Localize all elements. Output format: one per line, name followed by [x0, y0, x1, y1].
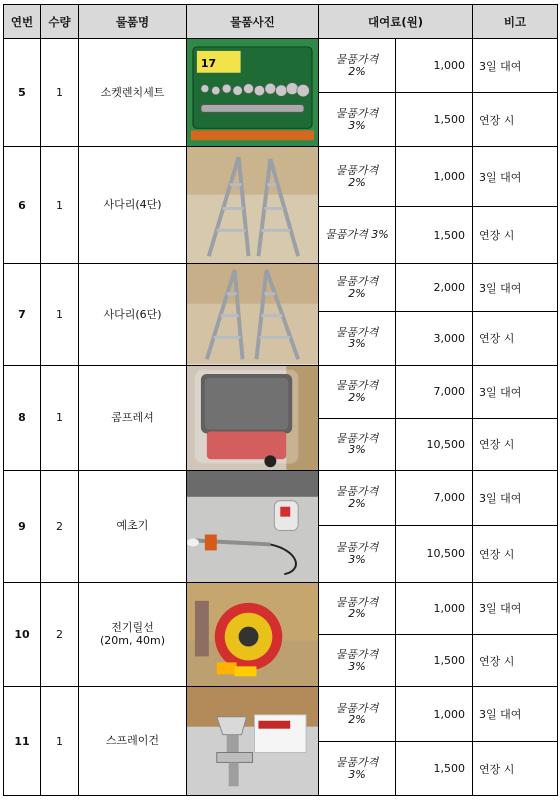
price-rate-line: 물품가격 — [335, 485, 379, 499]
remark: 연장 시 — [473, 93, 558, 147]
price-rate-line: 물품가격 — [335, 325, 379, 339]
item-number: 6 — [4, 147, 41, 264]
price-rate-line: 물품가격 — [335, 647, 379, 661]
price-rate-line: 2% — [348, 607, 366, 621]
rental-fee: 1,500 — [396, 93, 473, 147]
remark: 연장 시 — [473, 418, 558, 470]
table-row — [4, 470, 558, 525]
rental-fee: 10,500 — [396, 525, 473, 582]
price-rate-line: 물품가격 — [335, 756, 379, 770]
rental-fee: 1,500 — [396, 207, 473, 264]
price-rate — [319, 418, 396, 470]
price-rate-line: 3% — [348, 767, 366, 781]
rental-fee: 1,500 — [396, 634, 473, 686]
item-name — [79, 582, 187, 686]
price-rate-line: 2% — [348, 496, 366, 510]
table-row — [4, 582, 558, 634]
item-name — [79, 39, 187, 147]
rental-items-table — [3, 4, 558, 796]
rental-fee: 1,000 — [396, 147, 473, 207]
item-name — [79, 365, 187, 470]
item-photo-image — [187, 583, 318, 686]
remark: 3일 대여 — [473, 365, 558, 418]
price-rate-line: 물품가격 — [335, 379, 379, 393]
remark: 연장 시 — [473, 742, 558, 796]
remark: 3일 대여 — [473, 687, 558, 742]
item-name-sub: (20m, 40m) — [99, 634, 165, 648]
item-number: 9 — [4, 470, 41, 582]
rental-fee: 1,500 — [396, 742, 473, 796]
item-name — [79, 470, 187, 582]
price-rate — [319, 39, 396, 93]
price-rate — [319, 742, 396, 796]
rental-fee: 7,000 — [396, 365, 473, 418]
col-header-qty: 수량 — [41, 5, 79, 39]
item-photo-image — [187, 687, 318, 795]
item-quantity: 1 — [41, 147, 79, 264]
item-name-text: 콤프레셔 — [111, 410, 154, 424]
item-number: 7 — [4, 264, 41, 365]
table-row — [4, 147, 558, 207]
price-rate — [319, 93, 396, 147]
item-quantity: 1 — [41, 365, 79, 470]
item-quantity: 1 — [41, 264, 79, 365]
price-rate-line: 물품가격 — [335, 164, 379, 178]
price-rate — [319, 312, 396, 365]
rental-fee: 3,000 — [396, 312, 473, 365]
price-rate-line: 물품가격 — [335, 107, 379, 121]
price-rate — [319, 264, 396, 312]
price-rate — [319, 207, 396, 264]
remark: 연장 시 — [473, 207, 558, 264]
remark: 3일 대여 — [473, 582, 558, 634]
cable-reel-photo — [187, 582, 319, 686]
item-photo-image — [187, 39, 318, 146]
item-name-text: 스프레이건 — [105, 734, 160, 748]
col-header-fee: 대여료(원) — [319, 5, 473, 39]
col-header-note: 비고 — [473, 5, 558, 39]
price-rate — [319, 365, 396, 418]
item-name-text: 사다리(4단) — [103, 198, 162, 212]
ladder-6-step-photo — [187, 264, 319, 365]
ladder-4-step-photo — [187, 147, 319, 264]
price-rate-line: 물품가격 — [335, 275, 379, 289]
price-rate — [319, 687, 396, 742]
item-number: 5 — [4, 39, 41, 147]
price-rate-line: 물품가격 — [335, 52, 379, 66]
price-rate-line: 물품가격 — [335, 431, 379, 445]
price-rate-line: 3% — [348, 337, 366, 351]
remark: 3일 대여 — [473, 470, 558, 525]
price-rate-line: 2% — [348, 390, 366, 404]
rental-fee: 2,000 — [396, 264, 473, 312]
item-name — [79, 687, 187, 796]
item-number: 10 — [4, 582, 41, 686]
price-rate-line: 물품가격 — [335, 595, 379, 609]
col-header-no: 연번 — [4, 5, 41, 39]
table-row — [4, 687, 558, 742]
item-quantity: 1 — [41, 39, 79, 147]
price-rate-line: 물품가격 3% — [325, 228, 389, 242]
item-name — [79, 147, 187, 264]
item-quantity: 2 — [41, 470, 79, 582]
rental-fee: 1,000 — [396, 687, 473, 742]
price-rate-line: 2% — [348, 175, 366, 189]
item-name-text: 사다리(6단) — [103, 307, 162, 321]
item-name — [79, 264, 187, 365]
remark: 연장 시 — [473, 525, 558, 582]
remark: 3일 대여 — [473, 264, 558, 312]
price-rate — [319, 634, 396, 686]
item-photo-image — [187, 264, 318, 364]
item-number: 8 — [4, 365, 41, 470]
price-rate-line: 2% — [348, 64, 366, 78]
table-row — [4, 39, 558, 93]
price-rate-line: 물품가격 — [335, 701, 379, 715]
price-rate-line: 3% — [348, 552, 366, 566]
remark: 3일 대여 — [473, 147, 558, 207]
price-rate-line: 3% — [348, 659, 366, 673]
price-rate-line: 3% — [348, 118, 366, 132]
item-name-text: 예초기 — [116, 519, 149, 533]
svg-text:17: 17 — [200, 56, 217, 70]
rental-fee: 7,000 — [396, 470, 473, 525]
item-photo-image — [187, 471, 318, 582]
item-photo-image — [187, 366, 318, 470]
col-header-photo: 물품사진 — [187, 5, 319, 39]
remark: 3일 대여 — [473, 39, 558, 93]
item-quantity: 1 — [41, 687, 79, 796]
price-rate — [319, 525, 396, 582]
price-rate — [319, 582, 396, 634]
item-name-text: 전기릴선 — [111, 620, 154, 634]
grass-trimmer-photo — [187, 470, 319, 582]
socket-wrench-set-photo — [187, 39, 319, 147]
price-rate-line: 3% — [348, 443, 366, 457]
item-photo-image — [187, 147, 318, 263]
price-rate — [319, 470, 396, 525]
table-row — [4, 264, 558, 312]
compressor-photo — [187, 365, 319, 470]
spray-gun-photo — [187, 687, 319, 796]
remark: 연장 시 — [473, 312, 558, 365]
item-number: 11 — [4, 687, 41, 796]
rental-fee: 1,000 — [396, 39, 473, 93]
price-rate-line: 물품가격 — [335, 541, 379, 555]
item-name-text: 소켓렌치세트 — [100, 85, 165, 99]
rental-fee: 10,500 — [396, 418, 473, 470]
item-quantity: 2 — [41, 582, 79, 686]
col-header-name: 물품명 — [79, 5, 187, 39]
rental-fee: 1,000 — [396, 582, 473, 634]
table-row — [4, 365, 558, 418]
header-row — [4, 5, 558, 39]
remark: 연장 시 — [473, 634, 558, 686]
price-rate — [319, 147, 396, 207]
price-rate-line: 2% — [348, 286, 366, 300]
price-rate-line: 2% — [348, 713, 366, 727]
